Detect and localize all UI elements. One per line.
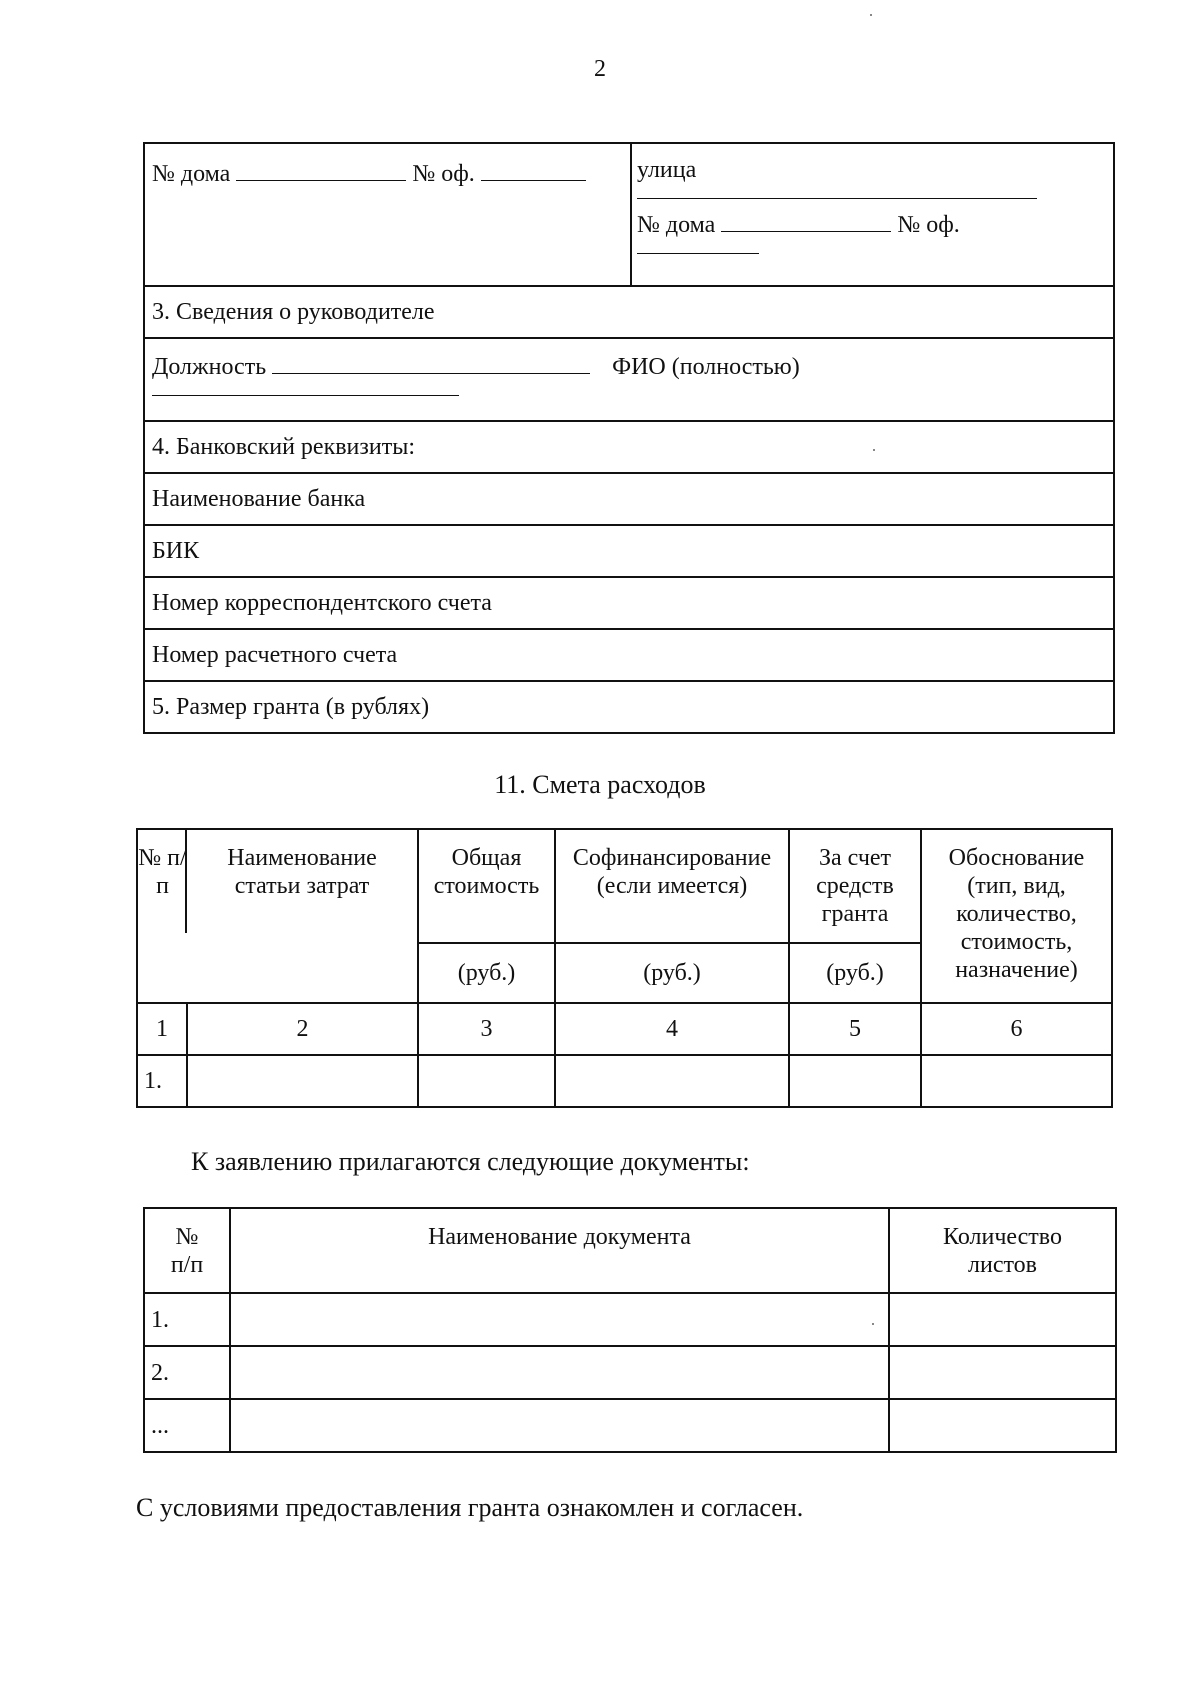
row-num: 1.	[137, 1055, 187, 1107]
header-grant-unit: (руб.)	[789, 943, 921, 1003]
column-number: 3	[418, 1003, 555, 1055]
doc-sheets-cell[interactable]	[889, 1346, 1116, 1399]
cofin-cell[interactable]	[555, 1055, 789, 1107]
table-row	[144, 1293, 1116, 1346]
doc-sheets-cell[interactable]	[889, 1399, 1116, 1452]
docs-header-num	[144, 1208, 230, 1293]
grant-cell[interactable]	[789, 1055, 921, 1107]
scan-speck	[872, 1323, 874, 1325]
docs-header-sheets: Количество листов	[889, 1208, 1116, 1293]
scan-speck	[870, 14, 872, 16]
position-field[interactable]	[272, 349, 590, 374]
address-right-cell	[631, 143, 1114, 286]
house-number-label-right: № дома	[637, 212, 716, 238]
docs-header-name: Наименование документа	[230, 1208, 889, 1293]
office-number-field[interactable]	[481, 156, 586, 181]
bik-row: БИК	[144, 525, 1114, 577]
house-number-label: № дома	[152, 161, 231, 187]
manager-info-cell	[144, 338, 1114, 421]
corr-account-row: Номер корреспондентского счета	[144, 577, 1114, 629]
estimate-table	[136, 828, 1113, 1108]
address-left-cell	[144, 143, 631, 286]
house-number-field-right[interactable]	[721, 207, 891, 232]
house-number-field[interactable]	[236, 156, 406, 181]
doc-name-cell[interactable]	[230, 1293, 889, 1346]
header-cofin: Софинансирование (если имеется)	[555, 829, 789, 943]
office-number-label: № оф.	[412, 161, 475, 187]
applicant-form-table	[143, 142, 1115, 734]
doc-sheets-cell[interactable]	[889, 1293, 1116, 1346]
header-total-unit: (руб.)	[418, 943, 555, 1003]
header-cofin-unit: (руб.)	[555, 943, 789, 1003]
header-total: Общая стоимость	[418, 829, 555, 943]
header-item-text: Наименование статьи затрат	[227, 845, 377, 899]
office-number-field-right[interactable]	[637, 239, 759, 254]
doc-row-num: 2.	[144, 1346, 230, 1399]
position-label: Должность	[152, 354, 267, 380]
settlement-account-row: Номер расчетного счета	[144, 629, 1114, 681]
total-cell[interactable]	[418, 1055, 555, 1107]
page-number: 2	[594, 56, 606, 82]
doc-name-cell[interactable]	[230, 1399, 889, 1452]
street-field[interactable]	[637, 184, 1037, 199]
header-item	[187, 829, 418, 1003]
section-5-title: 5. Размер гранта (в рублях)	[144, 681, 1114, 733]
table-row	[144, 1399, 1116, 1452]
header-justification: Обоснование (тип, вид, количество, стоимость, назначение)	[921, 829, 1112, 1003]
scan-speck	[873, 449, 875, 451]
doc-row-num: 1.	[144, 1293, 230, 1346]
doc-row-num: ...	[144, 1399, 230, 1452]
office-number-label-right: № оф.	[897, 212, 960, 238]
table-row	[137, 1055, 1112, 1107]
column-number: 1	[137, 1003, 187, 1055]
item-cell[interactable]	[187, 1055, 418, 1107]
estimate-title: 11. Смета расходов	[494, 770, 706, 799]
column-number: 5	[789, 1003, 921, 1055]
fio-label: ФИО (полностью)	[612, 354, 800, 380]
fio-field[interactable]	[152, 381, 459, 396]
column-number: 2	[187, 1003, 418, 1055]
section-4-title: 4. Банковский реквизиты:	[144, 421, 1114, 473]
header-num	[137, 829, 187, 1003]
section-3-title: 3. Сведения о руководителе	[144, 286, 1114, 338]
bank-name-row: Наименование банка	[144, 473, 1114, 525]
justification-cell[interactable]	[921, 1055, 1112, 1107]
street-label: улица	[637, 157, 697, 183]
column-number: 4	[555, 1003, 789, 1055]
attachments-title: К заявлению прилагаются следующие документы:	[191, 1147, 750, 1176]
doc-name-cell[interactable]	[230, 1346, 889, 1399]
table-row	[144, 1346, 1116, 1399]
column-number: 6	[921, 1003, 1112, 1055]
header-grant: За счет средств гранта	[789, 829, 921, 943]
header-num-text: № п/п	[138, 845, 187, 899]
docs-header-num-text: № п/п	[170, 1224, 204, 1278]
attachments-table	[143, 1207, 1117, 1453]
consent-statement: С условиями предоставления гранта ознакомлен и согласен.	[136, 1493, 804, 1522]
